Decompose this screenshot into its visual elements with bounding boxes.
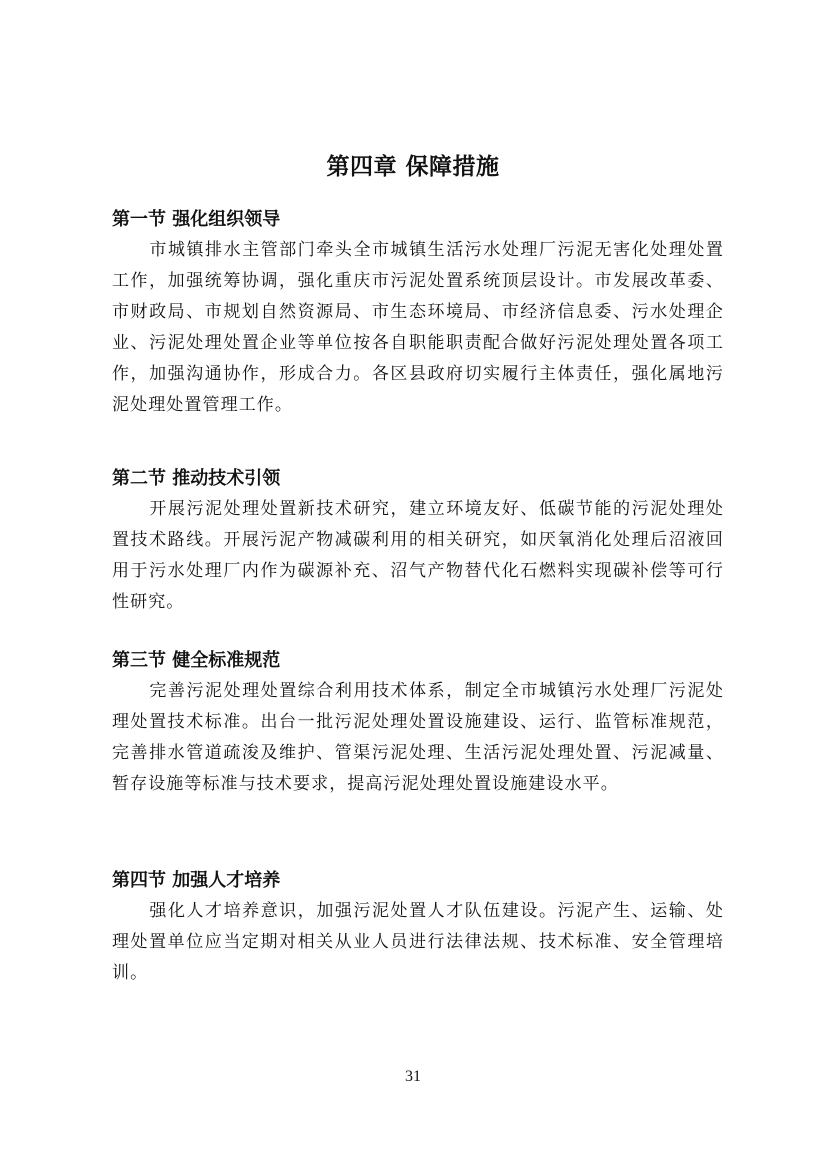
section-paragraph: 开展污泥处理处置新技术研究，建立环境友好、低碳节能的污泥处理处置技术路线。开展污泥产物减碳利用的相关研究，如厌氧消化处理后沼液回用于污水处理厂内作为碳源补充、沼气产物替代化石燃料实现碳补偿等可行性研究。 — [112, 499, 724, 612]
section-paragraph: 市城镇排水主管部门牵头全市城镇生活污水处理厂污泥无害化处理处置工作，加强统筹协调，强化重庆市污泥处置系统顶层设计。市发展改革委、市财政局、市规划自然资源局、市生态环境局、市经济信息委、污水处理企业、污泥处理处置企业等单位按各自职能职责配合做好污泥处理处置各项工作，加强沟通协作，形成合力。各区县政府切实履行主体责任，强化属地污泥处理处置管理工作。 — [112, 240, 724, 415]
chapter-title: 第四章 保障措施 — [326, 154, 500, 180]
section-talent-training — [112, 866, 724, 989]
section-heading: 第三节 健全标准规范 — [112, 650, 281, 671]
section-paragraph: 完善污泥处理处置综合利用技术体系，制定全市城镇污水处理厂污泥处理处置技术标准。出台一批污泥处理处置设施建设、运行、监管标准规范，完善排水管道疏浚及维护、管渠污泥处理、生活污泥处理处置、污泥减量、暂存设施等标准与技术要求，提高污泥处理处置设施建设水平。 — [112, 681, 724, 794]
section-technology-guidance — [112, 464, 724, 618]
section-paragraph: 强化人才培养意识，加强污泥处置人才队伍建设。污泥产生、运输、处理处置单位应当定期对相关从业人员进行法律法规、技术标准、安全管理培训。 — [112, 901, 724, 983]
section-standards-norms — [112, 646, 724, 800]
section-heading: 第四节 加强人才培养 — [112, 870, 281, 891]
section-heading: 第一节 强化组织领导 — [112, 209, 281, 230]
section-heading: 第二节 推动技术引领 — [112, 468, 281, 489]
section-organization-leadership — [112, 205, 724, 421]
page-number: 31 — [405, 1068, 421, 1085]
